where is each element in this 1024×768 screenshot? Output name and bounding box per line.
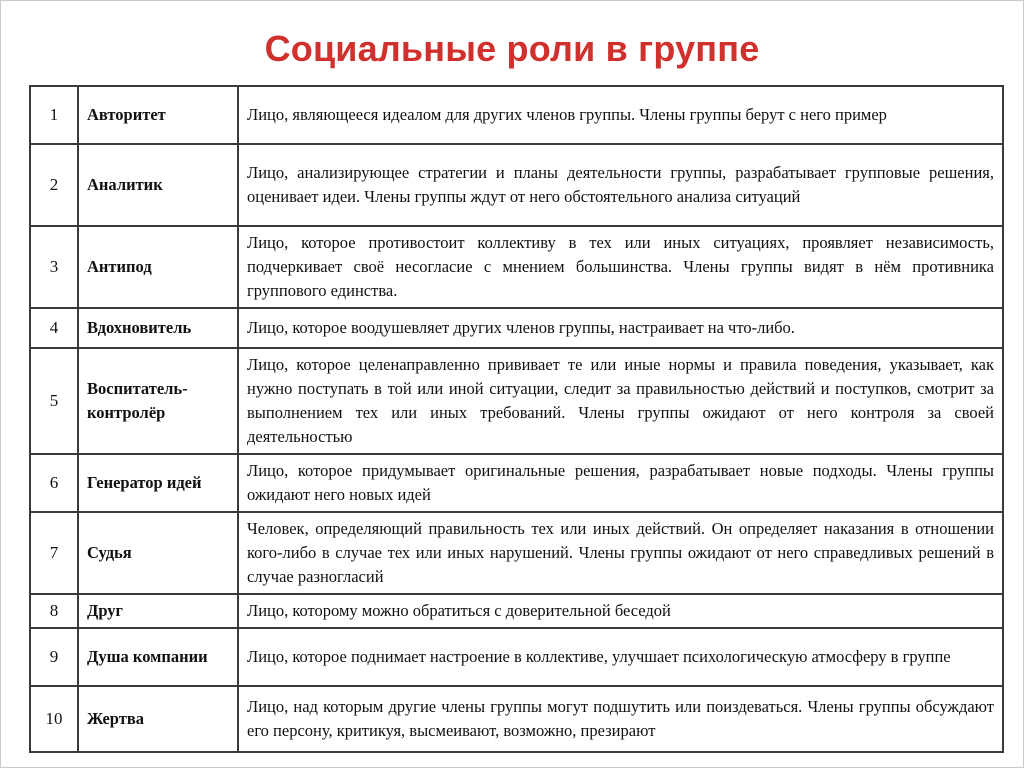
row-number: 7 — [30, 512, 78, 594]
table-row — [30, 226, 1003, 308]
row-number: 10 — [30, 686, 78, 752]
row-number: 4 — [30, 308, 78, 348]
role-description: Лицо, которое целенаправленно прививает те или иные нормы и правила поведения, указывает, как нужно поступать в той или иной ситуации, следит за правильностью действий и поступков, смотрит за выполнением тех или иных требований. Члены группы ожидают от него контроля за своей деятельностью — [238, 348, 1003, 454]
role-description: Лицо, анализирующее стратегии и планы деятельности группы, разрабатывает групповые решения, оценивает идеи. Члены группы ждут от него обстоятельного анализа ситуаций — [238, 144, 1003, 226]
role-name: Друг — [78, 594, 238, 628]
role-description: Лицо, которое воодушевляет других членов группы, настраивает на что-либо. — [238, 308, 1003, 348]
role-name: Аналитик — [78, 144, 238, 226]
table-row — [30, 308, 1003, 348]
row-number: 2 — [30, 144, 78, 226]
role-description: Лицо, которое противостоит коллективу в тех или иных ситуациях, проявляет независимость, подчеркивает своё несогласие с мнением большинства. Члены группы видят в нём противника группового единства. — [238, 226, 1003, 308]
role-name: Судья — [78, 512, 238, 594]
role-name: Вдохновитель — [78, 308, 238, 348]
row-number: 5 — [30, 348, 78, 454]
role-description: Лицо, над которым другие члены группы могут подшутить или поиздеваться. Члены группы обсуждают его персону, критикуя, высмеивают, возможно, презирают — [238, 686, 1003, 752]
table-row — [30, 628, 1003, 686]
row-number: 9 — [30, 628, 78, 686]
role-description: Лицо, которому можно обратиться с доверительной беседой — [238, 594, 1003, 628]
table-row — [30, 594, 1003, 628]
role-name: Душа компании — [78, 628, 238, 686]
role-description: Лицо, которое придумывает оригинальные решения, разрабатывает новые подходы. Члены группы ожидают него новых идей — [238, 454, 1003, 512]
role-name: Генератор идей — [78, 454, 238, 512]
table-row — [30, 454, 1003, 512]
role-description: Человек, определяющий правильность тех или иных действий. Он определяет наказания в отношении кого-либо в случае тех или иных нарушений. Члены группы ожидают от него справедливых решений в случае разногласий — [238, 512, 1003, 594]
role-name: Жертва — [78, 686, 238, 752]
table-row — [30, 86, 1003, 144]
role-description: Лицо, являющееся идеалом для других членов группы. Члены группы берут с него пример — [238, 86, 1003, 144]
roles-table — [29, 85, 1004, 753]
row-number: 3 — [30, 226, 78, 308]
row-number: 6 — [30, 454, 78, 512]
page-title: Социальные роли в группе — [264, 28, 760, 69]
role-name: Авторитет — [78, 86, 238, 144]
table-row — [30, 686, 1003, 752]
role-name: Антипод — [78, 226, 238, 308]
table-row — [30, 512, 1003, 594]
table-row — [30, 144, 1003, 226]
role-description: Лицо, которое поднимает настроение в коллективе, улучшает психологическую атмосферу в группе — [238, 628, 1003, 686]
table-row — [30, 348, 1003, 454]
row-number: 8 — [30, 594, 78, 628]
row-number: 1 — [30, 86, 78, 144]
role-name: Воспитатель-контролёр — [78, 348, 238, 454]
